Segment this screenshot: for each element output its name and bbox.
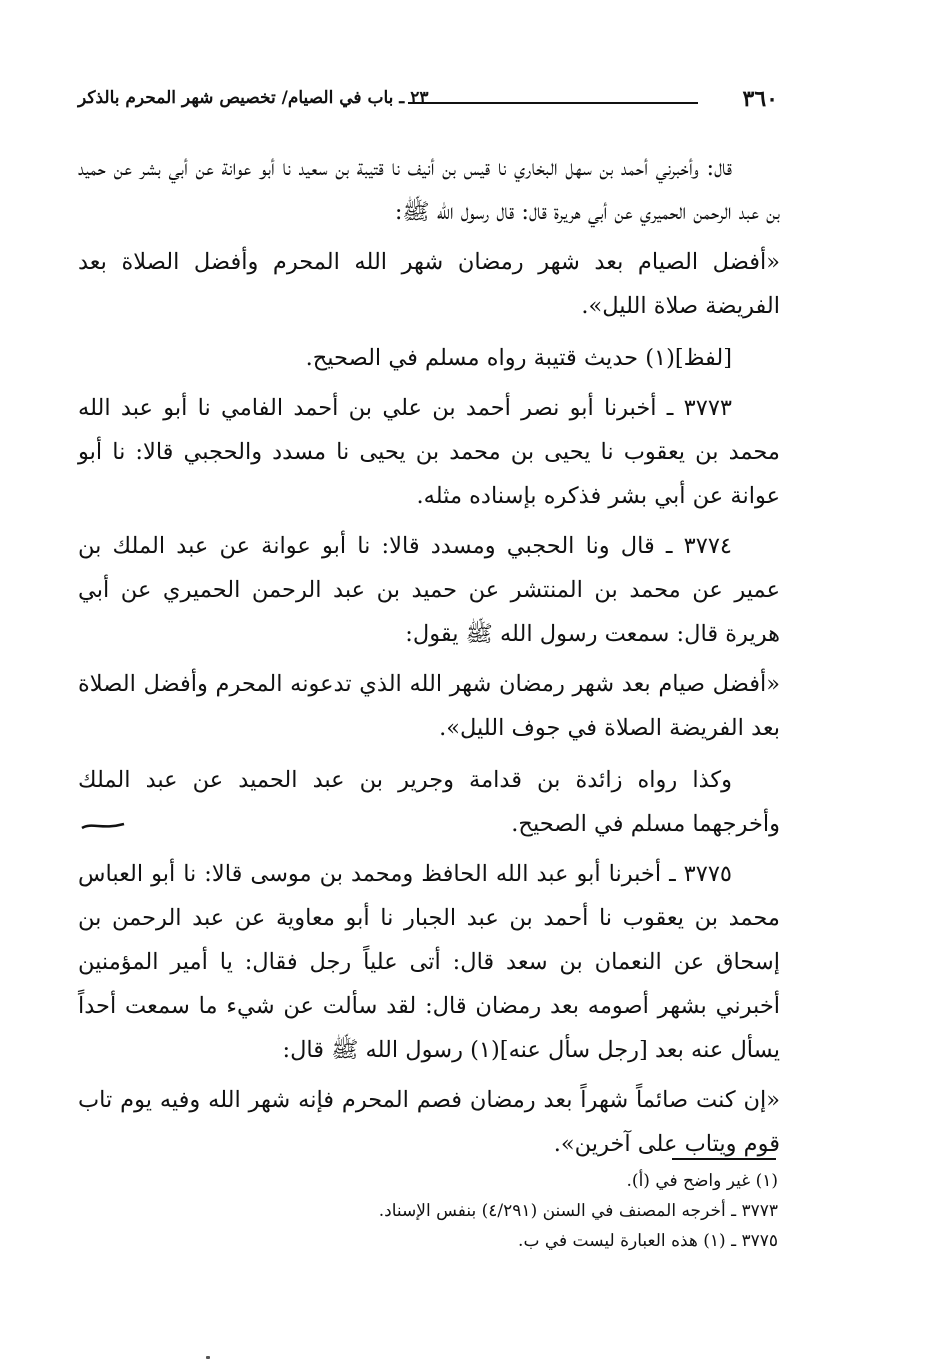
footnote-1: (١) غير واضح في (أ). <box>626 1171 778 1191</box>
hadith-text-2: «أفضل صيام بعد شهر رمضان شهر الله الذي تدعونه المحرم وأفضل الصلاة بعد الفريضة الصلاة في جوف الليل». <box>78 671 780 741</box>
header-rule <box>408 102 698 104</box>
hadith-3774: ٣٧٧٤ ـ قال ونا الحجبي ومسدد قالا: نا أبو عوانة عن عبد الملك بن عمير عن محمد بن المنتشر عن حميد بن عبد الرحمن الحميري عن أبي هريرة قال: سمعت رسول الله ﷺ يقول: <box>78 533 780 647</box>
page-number: ٣٦٠ <box>742 86 778 112</box>
footnotes <box>300 1166 778 1256</box>
scan-speck <box>206 1356 210 1359</box>
footnote-3: ٣٧٧٥ ـ (١) هذه العبارة ليست في ب. <box>518 1231 778 1251</box>
paragraph-note-1: [لفظ](١) حديث قتيبة رواه مسلم في الصحيح. <box>305 345 732 371</box>
running-title: ٢٣ ـ باب في الصيام/ تخصيص شهر المحرم بالذكر <box>78 88 429 108</box>
hadith-text-3: «إن كنت صائماً شهراً بعد رمضان فصم المحرم فإنه شهر الله وفيه يوم تاب قوم ويتاب على آخرين». <box>78 1087 780 1157</box>
margin-mark <box>80 820 126 832</box>
hadith-3773: ٣٧٧٣ ـ أخبرنا أبو نصر أحمد بن علي بن أحمد الفامي نا أبو عبد الله محمد بن يعقوب نا يحيى بن محمد بن يحيى نا مسدد والحجبي قالا: نا أبو عوانة عن أبي بشر فذكره بإسناده مثله. <box>78 395 780 509</box>
footnote-2: ٣٧٧٣ ـ أخرجه المصنف في السنن (٤/٢٩١) بنفس الإسناد. <box>378 1201 778 1221</box>
page-header <box>78 84 778 124</box>
hadith-text-1: «أفضل الصيام بعد شهر رمضان شهر الله المحرم وأفضل الصلاة بعد الفريضة صلاة الليل». <box>78 249 780 319</box>
main-text <box>78 146 780 1174</box>
paragraph-note-2: وكذا رواه زائدة بن قدامة وجرير بن عبد الحميد عن عبد الملك وأخرجهما مسلم في الصحيح. <box>78 767 780 837</box>
hadith-3775: ٣٧٧٥ ـ أخبرنا أبو عبد الله الحافظ ومحمد بن موسى قالا: نا أبو العباس محمد بن يعقوب نا أحمد بن عبد الجبار نا أبو معاوية عن عبد الرحمن بن إسحاق عن النعمان بن سعد قال: أتى علياً رجل فقال: يا أمير المؤمنين أخبرني بشهر أصومه بعد رمضان قال: لقد سألت عن شيء ما سمعت أحداً يسأل عنه بعد [رجل سأل عنه](١) رسول الله ﷺ قال: <box>78 861 780 1063</box>
paragraph-isnad-1: قال: وأخبرني أحمد بن سهل البخاري نا قيس بن أنيف نا قتيبة بن سعيد نا أبو عوانة عن أبي بشر عن حميد بن عبد الرحمن الحميري عن أبي هريرة قال: قال رسول الله ﷺ: <box>78 155 780 225</box>
footnote-rule <box>672 1158 776 1160</box>
